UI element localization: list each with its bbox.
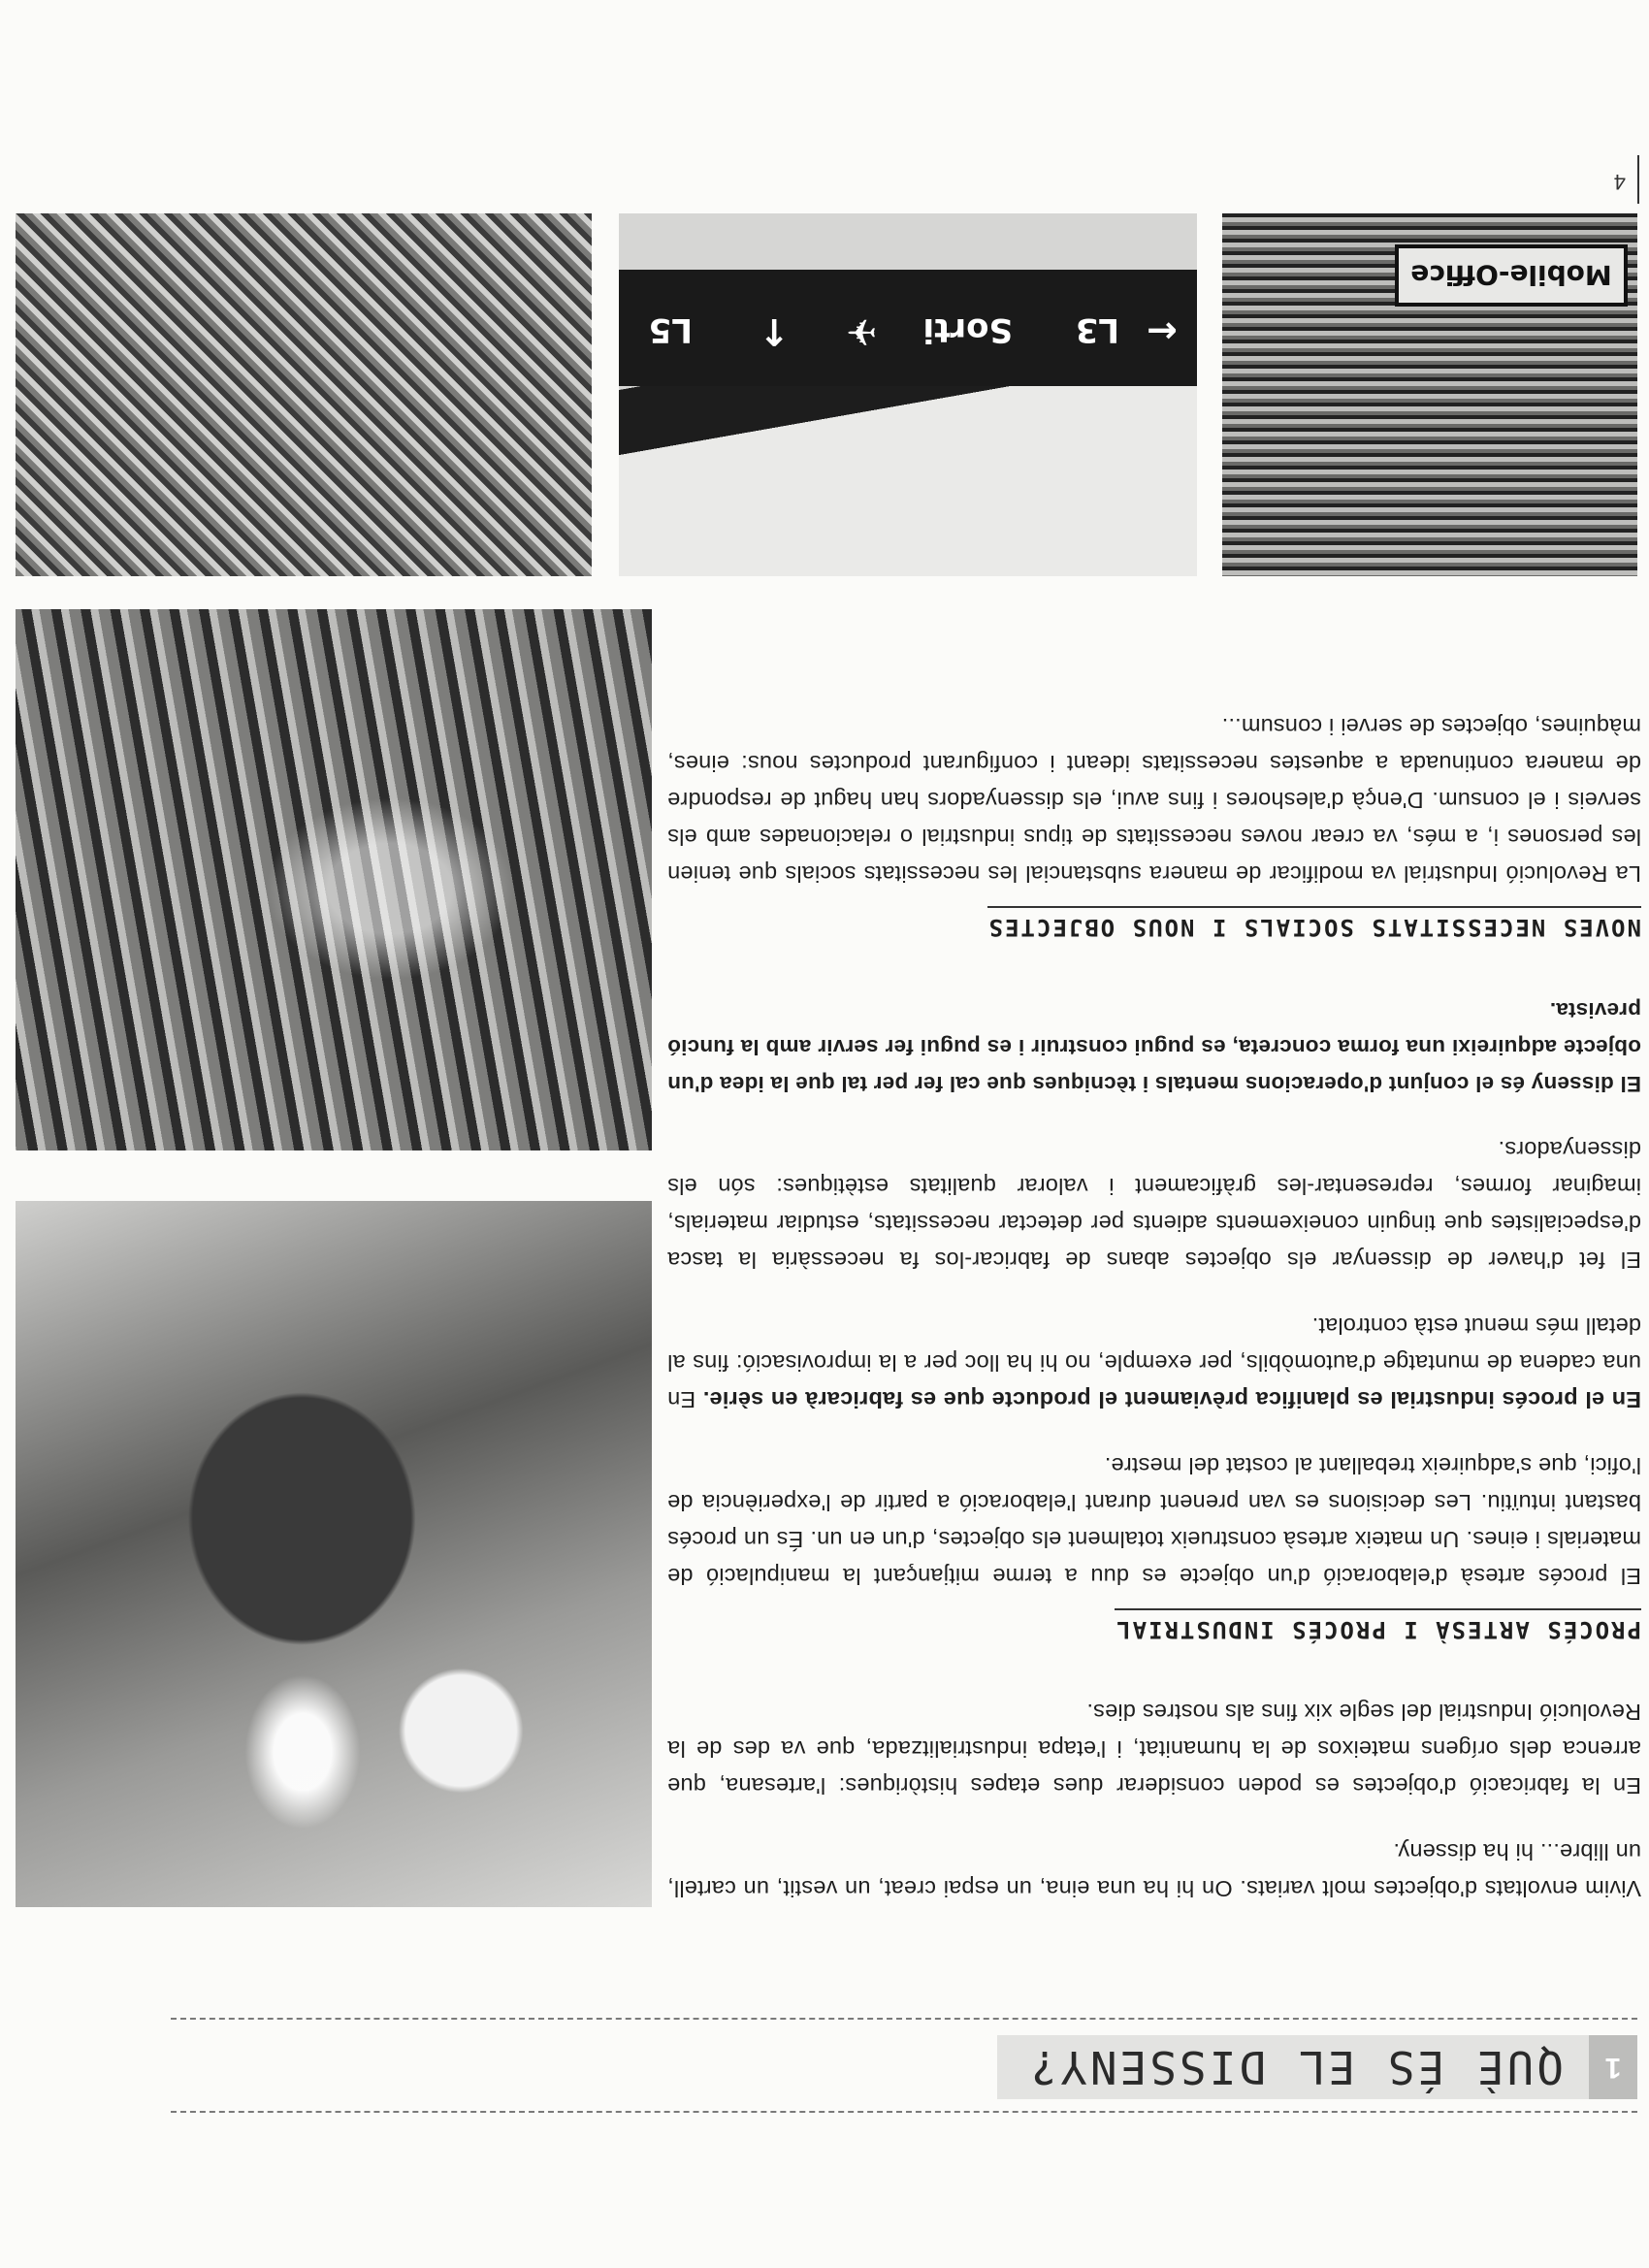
arrow-up-icon: ↑ xyxy=(759,310,790,353)
definition-paragraph: El disseny és el conjunt d'operacions mentals i tècniques que cal fer per tal que la idea d'un objecte adquireixi una forma concreta, es pugui construir i es pugui fer servir amb la funció prevista. xyxy=(667,998,1641,1096)
section-heading-new-needs: NOVES NECESSITATS SOCIALS I NOUS OBJECTES xyxy=(987,906,1641,941)
sign-exit-label: Sorti xyxy=(922,310,1013,349)
industrial-bold-text: En el procés industrial es planifica prèviament el producte que es fabricarà en sèrie. xyxy=(702,1387,1641,1412)
section-heading-artisan-industrial: PROCÉS ARTESÀ I PROCÉS INDUSTRIAL xyxy=(1115,1608,1641,1643)
torch-flame xyxy=(244,1674,361,1830)
metro-sign-band xyxy=(619,270,1197,386)
industrial-paragraph xyxy=(667,1308,1641,1418)
page-title: QUÈ ÉS EL DISSENY? xyxy=(1027,2041,1564,2093)
history-paragraph: En la fabricació d'objectes es poden considerar dues etapes històriques: l'artesana, que arrenca dels orígens mateixos de la humanitat, i l'etapa industrialitzada, que va des de la Revolució Industrial del segle xix fins als nostres dies. xyxy=(667,1700,1641,1798)
text-column xyxy=(667,679,1641,1907)
sign-l3-label: L3 xyxy=(1075,310,1119,349)
header-top-rule xyxy=(171,2111,1637,2113)
chapter-number: 1 xyxy=(1589,2035,1637,2099)
plane-icon: ✈ xyxy=(846,310,877,353)
revolution-paragraph: La Revolució Industrial va modificar de manera substancial les necessitats socials que tenien les persones i, a més, va crear noves necessitats de tipus industrial o relacionades amb els serveis i el consum. D'ençà d'aleshores i fins avui, els dissenyadors han hagut de respondre de manera continuada a aquestes necessitats ideant i configurant productes nous: eines, màquines, objectes de servei i consum... xyxy=(667,714,1641,887)
mobile-office-sign: Mobile-Office xyxy=(1395,244,1628,307)
page-number: 4 xyxy=(1613,170,1626,194)
photo-mobile-office xyxy=(1222,213,1637,576)
industrial-rest-text: En una cadena de muntatge d'automòbils, per exemple, no hi ha lloc per a la improvisació: fins al detall més menut està controlat. xyxy=(666,1313,1641,1412)
title-box xyxy=(997,2035,1637,2099)
header-bottom-rule xyxy=(171,2018,1637,2020)
page-number-rule xyxy=(1637,155,1639,204)
photo-car-assembly-line xyxy=(16,609,652,1150)
arrow-left-icon: ← xyxy=(1147,310,1178,353)
design-need-paragraph: El fet d'haver de dissenyar els objectes abans de fabricar-los fa necessària la tasca d'especialistes que tinguin coneixements adients per detectar necessitats, estudiar materials, imaginar formes, representar-les gràficament i valorar qualitats estètiques: són els dissenyadors. xyxy=(667,1137,1641,1273)
sign-l5-label: L5 xyxy=(648,310,693,349)
photo-industrial-scaffold xyxy=(16,213,592,576)
artisan-paragraph: El procés artesà d'elaboració d'un objecte es duu a terme mitjançant la manipulació de materials i eines. Un mateix artesà construeix totalment els objectes, d'un en un. És un procés bastant intuïtiu. Les decisions es van prenent durant l'elaboració a partir de l'experiència de l'ofici, que s'adquireix treballant al costat del mestre. xyxy=(667,1453,1641,1589)
photo-artisan-metalwork xyxy=(16,1201,652,1907)
page-header xyxy=(171,2018,1637,2113)
photo-metro-signage xyxy=(619,213,1197,576)
welding-glow xyxy=(244,782,535,995)
intro-paragraph: Vivim envoltats d'objectes molt variats. On hi ha una eina, un espai creat, un vestit, un cartell, un llibre... hi ha disseny. xyxy=(667,1839,1641,1901)
